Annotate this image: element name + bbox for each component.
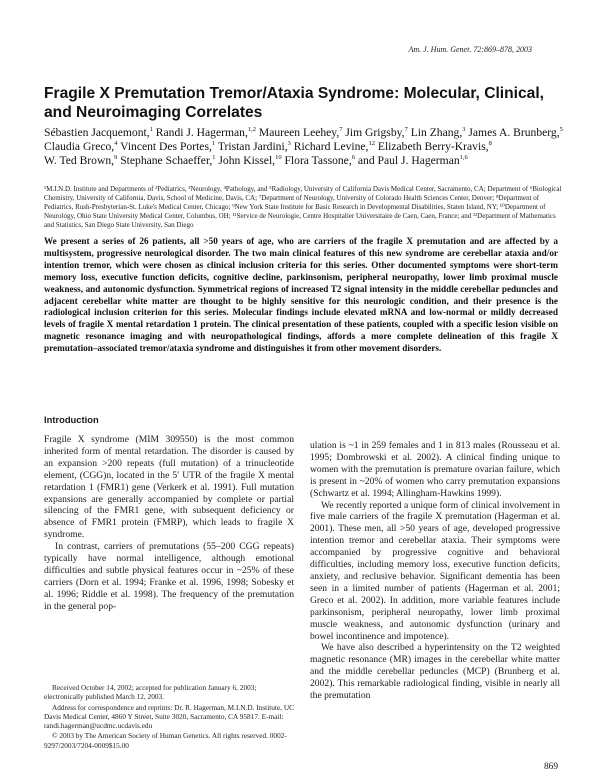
author-affiliation-mark: 12 [368,140,375,148]
author-name-text: Jim Grigsby, [345,126,405,139]
author-affiliation-mark: 6 [351,154,355,162]
author-affiliation-mark: 3 [287,140,291,148]
body-paragraph-2: We recently reported a unique form of clinical involvement in five male carriers of the fragile X premutation (Hagerman et al. 2001). These men, all >50 years of age, developed progressive intention tremor and cerebellar ataxia. Their symptoms were accompanied by progressive cognitive and behavioral difficulties, including memory loss, executive function deficits, anxiety, and reclusive behavior. Significant dementia has been seen in a limited number of patients (Hagerman et al. 2001; Greco et al. 2002). In addition, more variable features include parkinsonism, peripheral neuropathy, lower limb proximal muscle weakness, and autonomic dysfunction (urinary and bowel incontinence and impotence). [310,499,560,642]
author-affiliation-mark: 4 [114,140,118,148]
author-name [411,126,466,139]
author-list [44,126,564,168]
author-name [345,126,407,139]
author-name-text: Sébastien Jacquemont, [44,126,150,139]
author-name-text: Elizabeth Berry-Kravis, [377,140,489,153]
author-name [378,140,492,153]
author-name [358,154,468,167]
author-name-text: Vincent Des Portes, [120,140,212,153]
left-column [44,414,294,613]
author-affiliation-mark: 10 [275,154,282,162]
author-affiliation-mark: 9 [114,154,118,162]
author-name-text: James A. Brunberg, [468,126,560,139]
intro-paragraph-1: Fragile X syndrome (MIM 309550) is the most common inherited form of mental retardation. The disorder is caused by an expansion >200 repeats (full mutation) of a trinucleotide element, (CGG)n, located in the 5′ UTR of the fragile X mental retardation 1 (FMR1) gene (Verkerk et al. 1991). Full mutation expansions are generally accompanied by complete or partial silencing of the FMR1 gene, with subsequent deficiency or absence of FMR1 protein (FMRP), which leads to fragile X syndrome. [44,434,294,541]
author-name-text: and Paul J. Hagerman [357,154,460,167]
author-name [259,126,343,139]
footnotes [44,683,294,750]
journal-citation: Am. J. Hum. Genet. 72:869–878, 2003 [408,45,532,54]
author-name [294,140,375,153]
author-affiliation-mark: 7 [404,126,408,134]
author-name [44,140,117,153]
author-affiliation-mark: 1 [149,126,153,134]
author-affiliation-mark: 5 [559,126,563,134]
received-note: Received October 14, 2002; accepted for publication January 6, 2003; electronically published March 12, 2003. [44,683,257,702]
affiliations: ¹M.I.N.D. Institute and Departments of ²Pediatrics, ³Neurology, ⁴Pathology, and ⁵Radiology, University of California Davis Medical Center, Sacramento, CA; Department of ⁶Biological Chemistry, University of California, Davis, School of Medicine, Davis, CA; ⁷Department of Neurology, University of Colorado Health Sciences Center, Denver; ⁸Department of Pediatrics, Rush-Presbyterian-St. Luke's Medical Center, Chicago; ⁹New York State Institute for Basic Research in Developmental Disabilities, Staten Island, NY; ¹⁰Department of Neurology, Ohio State University Medical Center, Columbus, OH; ¹¹Service de Neurologie, Centre Hospitalier Universitaire de Caen, Caen, France; and ¹²Department of Mathematics and Statistics, San Diego State University, San Diego [44,185,562,230]
author-name-text: Maureen Leehey, [258,126,340,139]
author-affiliation-mark: 1,6 [459,154,468,162]
author-name-text: Lin Zhang, [410,126,463,139]
author-name [44,154,117,167]
author-name-text: Stephane Schaeffer, [120,154,213,167]
author-name-text: W. Ted Brown, [44,154,115,167]
author-affiliation-mark: 7 [339,126,343,134]
copyright-notice: © 2003 by The American Society of Human Genetics. All rights reserved. 0002-9297/2003/7204-0009$15.00 [44,731,287,750]
section-heading-introduction: Introduction [44,414,99,425]
author-name-text: John Kissel, [218,154,276,167]
author-name [218,154,281,167]
page-number: 869 [543,762,558,772]
author-affiliation-mark: 1 [211,140,216,148]
correspondence-address: Address for correspondence and reprints: Dr. R. Hagerman, M.I.N.D. Institute, UC Davis Medical Center, 4860 Y Street, Suite 3020, Sacramento, CA 95817. E-mail: randi.hagerman@ucdmc.ucdavis.edu [44,702,294,731]
author-name [468,126,563,139]
author-name [218,140,291,153]
author-affiliation-mark: 8 [488,140,492,148]
author-affiliation-mark: 3 [462,126,466,134]
body-paragraph-3: We have also described a hyperintensity on the T2 weighted magnetic resonance (MR) images in the cerebellar white matter and the middle cerebellar peduncles (MCP) (Brunberg et al. 2002). This remarkable radiological finding, visible in nearly all the premutation [310,642,560,702]
author-name-text: Flora Tassone, [284,154,352,167]
author-name-text: Claudia Greco, [44,140,115,153]
author-name [44,126,153,139]
author-name-text: Tristan Jardini, [217,140,288,153]
author-name-text: Randi J. Hagerman, [155,126,248,139]
body-paragraph-1: ulation is ~1 in 259 females and 1 in 813 males (Rousseau et al. 1995; Dombrowski et al. 2002). A clinical finding unique to women with the premutation is premature ovarian failure, which is present in ~20% of women who carry premutation expansions (Schwartz et al. 1994; Allingham-Hawkins 1999). [310,440,560,499]
author-name [156,126,256,139]
right-column [310,440,560,702]
author-name-text: Richard Levine, [293,140,369,153]
author-name [284,154,355,167]
article-title: Fragile X Premutation Tremor/Ataxia Syndrome: Molecular, Clinical, and Neuroimaging Correlates [44,85,545,121]
author-affiliation-mark: 1 [212,154,216,162]
abstract: We present a series of 26 patients, all >50 years of age, who are carriers of the fragile X premutation and are affected by a multisystem, progressive neurological disorder. The two main clinical features of this new syndrome are cerebellar ataxia and/or intention tremor, which were chosen as clinical inclusion criteria for this series. Other documented symptoms were short-term memory loss, executive function deficits, cognitive decline, parkinsonism, peripheral neuropathy, lower limb proximal muscle weakness, and autonomic dysfunction. Symmetrical regions of increased T2 signal intensity in the middle cerebellar peduncles and adjacent cerebellar white matter are thought to be highly sensitive for this neurologic condition, and their presence is the radiological inclusion criterion for this series. Molecular findings include elevated mRNA and low-normal or mildly decreased levels of fragile X mental retardation 1 protein. The clinical presentation of these patients, coupled with a specific lesion visible on magnetic resonance imaging and with neuropathological findings, affords a more complete delineation of this fragile X premutation–associated tremor/ataxia syndrome and distinguishes it from other movement disorders. [44,236,558,354]
author-affiliation-mark: 1,2 [247,126,256,134]
author-name [120,140,215,153]
author-name [120,154,215,167]
intro-paragraph-2: In contrast, carriers of premutations (55–200 CGG repeats) typically have normal intelligence, although emotional difficulties and subtle physical features occur in ~25% of these carriers (Dorn et al. 1994; Franke et al. 1996, 1998; Sobesky et al. 1996; Riddle et al. 1998). The frequency of the premutation in the general pop- [44,541,294,612]
